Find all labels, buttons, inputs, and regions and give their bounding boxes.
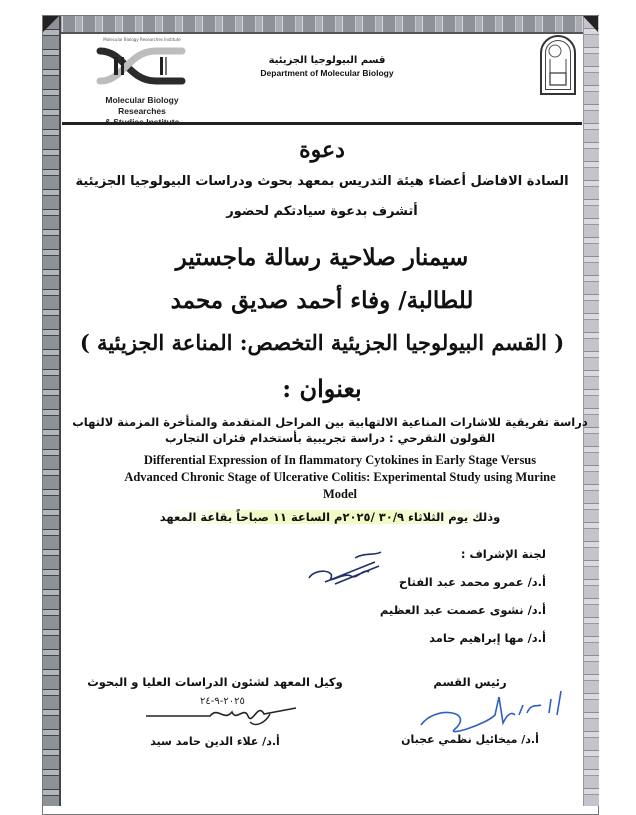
honor-line: أتشرف بدعوة سيادتكم لحضور <box>226 204 418 219</box>
department-head-signature <box>415 685 585 740</box>
committee-member: أ.د/ مها إبراهيم حامد <box>429 631 546 645</box>
department-head-name: أ.د/ ميخائيل نظمي عجبان <box>401 733 539 746</box>
addressee-line: السادة الافاضل أعضاء هيئة التدريس بمعهد بحوث ودراسات البيولوجيا الجزيئية <box>75 174 569 189</box>
decorative-border-top <box>43 16 598 34</box>
thesis-title-en <box>80 452 600 503</box>
committee-member: أ.د/ نشوى عصمت عبد العظيم <box>379 603 546 617</box>
institute-name-line1: Molecular Biology Researches <box>105 95 179 116</box>
student-name: للطالبة/ وفاء أحمد صديق محمد <box>170 287 474 314</box>
vice-dean-signature <box>140 692 300 734</box>
supervision-committee <box>380 540 546 652</box>
department-name-en: Department of Molecular Biology <box>260 68 394 78</box>
letterhead <box>62 33 582 121</box>
thesis-title-en-line3: Model <box>322 487 358 501</box>
institute-logo <box>82 37 202 121</box>
date-time-venue <box>120 510 540 524</box>
event-title: سيمنار صلاحية رسالة ماجستير <box>175 244 469 271</box>
entitled-label: بعنوان : <box>282 374 362 403</box>
department-specialization: ( القسم البيولوجيا الجزيئية التخصص: المناعة الجزيئية ) <box>79 330 565 355</box>
university-logo-icon <box>540 35 576 95</box>
department-block <box>242 55 412 78</box>
dna-helix-icon <box>94 43 190 89</box>
thesis-title-ar-line2: القولون التقرحي : دراسة تجريبية بأستخدام فئران التجارب <box>164 431 496 445</box>
logo-caption: Molecular Biology Researches Institute <box>103 37 181 42</box>
thesis-title-ar <box>70 414 590 446</box>
committee-label: لجنة الإشراف : <box>460 547 546 561</box>
thesis-title-ar-line1: دراسة تفريقية للاشارات المناعية الالتهابية بين المراحل المتقدمة والمتأخرة المزمنة لالتهاب <box>72 415 588 429</box>
svg-text:٢٠٢٥-٩-٢٤: ٢٠٢٥-٩-٢٤ <box>200 696 245 707</box>
invitation-heading: دعوة <box>299 137 345 163</box>
thesis-title-en-line1: Differential Expression of In flammatory Cytokines in Early Stage Versus <box>143 453 537 467</box>
vice-dean-name: أ.د/ علاء الدين حامد سيد <box>150 735 280 748</box>
border-corner-ornament <box>583 16 598 32</box>
decorative-border-left <box>43 16 61 806</box>
border-corner-ornament <box>43 16 59 32</box>
department-name-ar: قسم البيولوجيا الجزيئية <box>268 55 386 66</box>
date-line: وذلك يوم الثلاثاء ٣٠/٩ /٢٠٢٥م الساعة ١١ صباحاً بقاعة المعهد <box>159 510 501 524</box>
committee-signature <box>305 548 385 588</box>
department-head-role: رئيس القسم <box>433 675 507 689</box>
decorative-border-right <box>583 16 599 806</box>
committee-member: أ.د/ عمرو محمد عبد الفتاح <box>398 575 546 589</box>
thesis-title-en-line2: Advanced Chronic Stage of Ulcerative Colitis: Experimental Study using Murine <box>124 470 556 484</box>
vice-dean-role: وكيل المعهد لشئون الدراسات العليا و البحوث <box>87 675 343 689</box>
header-divider <box>62 122 582 125</box>
